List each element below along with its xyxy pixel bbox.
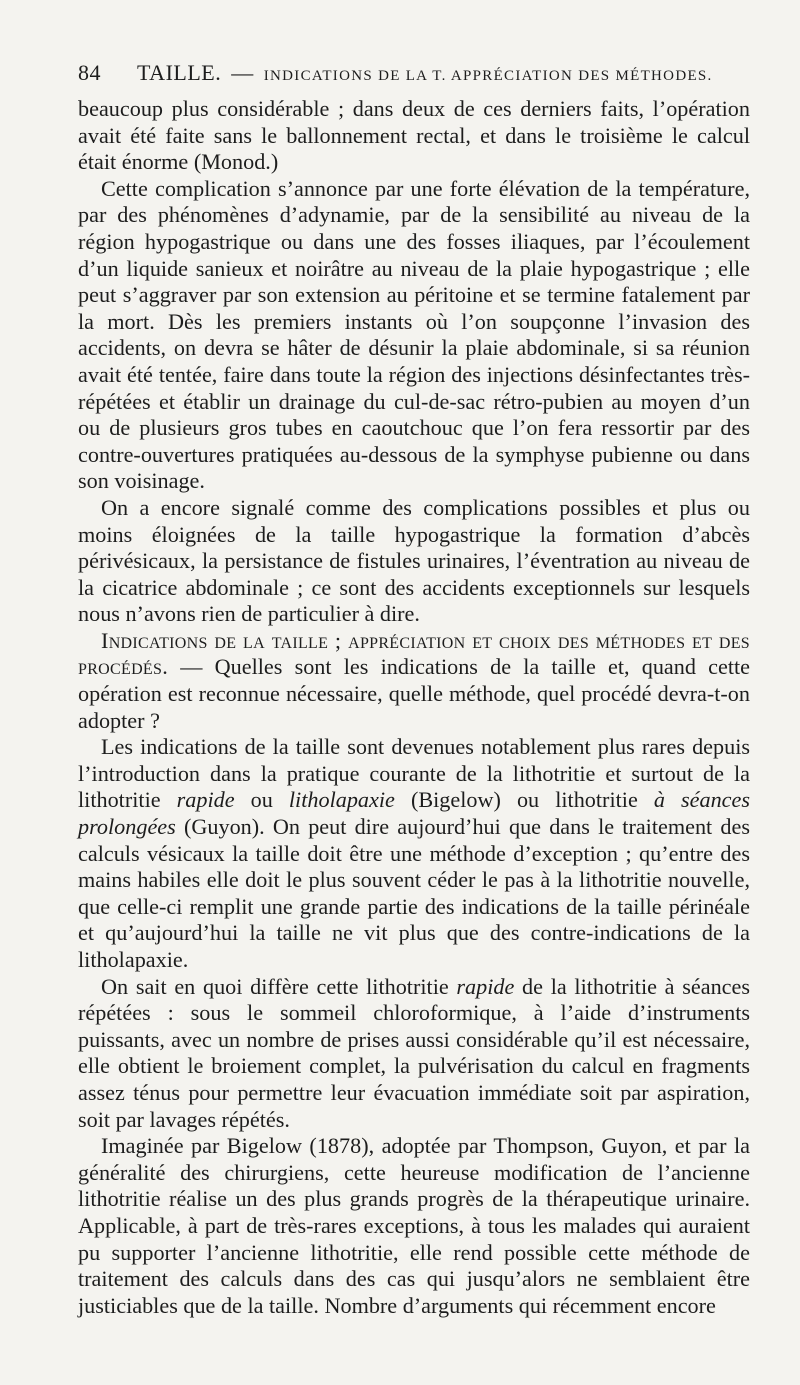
paragraph-complication: Cette complication s’annonce par une forte élévation de la température, par des phénomènes d’adynamie, par de la sensibilité au niveau de la région hypogastrique ou dans une des fosses iliaques, par l’écoulement d’un liquide sanieux et noirâtre au niveau de la plaie hypogastrique ; elle peut s’aggraver par son extension au péritoine et se termine fatalement par la mort. Dès les premiers instants où l’on soupçonne l’invasion des accidents, on devra se hâter de désunir la plaie abdominale, si sa réunion avait été tentée, faire dans toute la région des injections désinfectantes très-répétées et établir un drainage du cul-de-sac rétro-pubien au moyen d’un ou de plusieurs gros tubes en caoutchouc que l’on fera ressortir par des contre-ouvertures pratiquées au-dessous de la symphyse pubienne ou dans son voisinage.: [78, 175, 750, 494]
italic-term: rapide: [176, 787, 235, 813]
page-number: 84: [78, 60, 101, 85]
italic-term: litholapaxie: [288, 787, 395, 813]
italic-term: rapide: [456, 973, 515, 999]
section-heading: Indications de la taille ; appréciation et choix des méthodes et des procédés.: [78, 627, 750, 680]
paragraph-bigelow: Imaginée par Bigelow (1878), adoptée par Thompson, Guyon, et par la généralité des chirurgiens, cette heureuse modification de l’ancienne lithotritie réalise un des plus grands progrès de la thérapeutique urinaire. Applicable, à part de très-rares exceptions, à tous les malades qui auraient pu supporter l’ancienne lithotritie, elle rend possible cette méthode de traitement des calculs dans des cas qui jusqu’alors ne semblaient être justiciables que de la taille. Nombre d’arguments qui récemment encore: [78, 1133, 750, 1318]
body-text: [78, 96, 750, 1319]
text-run: (Guyon). On peut dire aujourd’hui que dans le traitement des calculs vésicaux la taille doit être une méthode d’exception ; qu’entre des mains habiles elle doit le plus souvent céder le pas à la lithotritie nouvelle, que celle-ci remplit une grande partie des indications de la taille périnéale et qu’aujourd’hui la taille ne vit plus que des contre-indications de la litholapaxie.: [78, 814, 750, 972]
text-run: (Bigelow) ou lithotritie: [394, 787, 654, 813]
paragraph-lithotritie: [78, 734, 750, 973]
running-title: TAILLE.: [137, 60, 222, 85]
italic-term: à séances prolongées: [78, 787, 750, 840]
paragraph-other-complications: On a encore signalé comme des complications possibles et plus ou moins éloignées de la taille hypogastrique la formation d’abcès périvésicaux, la persistance de fistules urinaires, l’éventration au niveau de la cicatrice abdominale ; ce sont des accidents exceptionnels sur lesquels nous n’avons rien de particulier à dire.: [78, 494, 750, 627]
text-run: ou: [234, 787, 289, 813]
running-head-dash: —: [231, 60, 254, 85]
section-heading-text: — Quelles sont les indications de la taille et, quand cette opération est reconnue nécessaire, quelle méthode, quel procédé devra-t-on adopter ?: [78, 654, 750, 733]
paragraph-continuation: beaucoup plus considérable ; dans deux de ces derniers faits, l’opération avait été faite sans le ballonnement rectal, et dans le troisième le calcul était énorme (Monod.): [78, 96, 750, 175]
paragraph-rapid-lithotritie: [78, 974, 750, 1134]
running-head: [78, 60, 750, 96]
text-run: de la lithotritie à séances répétées : sous le sommeil chloroformique, à l’aide d’instruments puissants, avec un nombre de prises aussi considérable qu’il est nécessaire, elle obtient le broiement complet, la pulvérisation du calcul en fragments assez ténus pour permettre leur évacuation immédiate soit par aspiration, soit par lavages répétés.: [78, 973, 750, 1132]
paragraph-indications: [78, 628, 750, 734]
book-page: [78, 60, 750, 1319]
running-subtitle: INDICATIONS DE LA T. APPRÉCIATION DES MÉTHODES.: [263, 68, 713, 84]
text-run: Les indications de la taille sont devenues notablement plus rares depuis l’introduction dans la pratique courante de la lithotritie et surtout de la lithotritie: [78, 734, 750, 813]
text-run: On sait en quoi diffère cette lithotritie: [101, 973, 457, 999]
